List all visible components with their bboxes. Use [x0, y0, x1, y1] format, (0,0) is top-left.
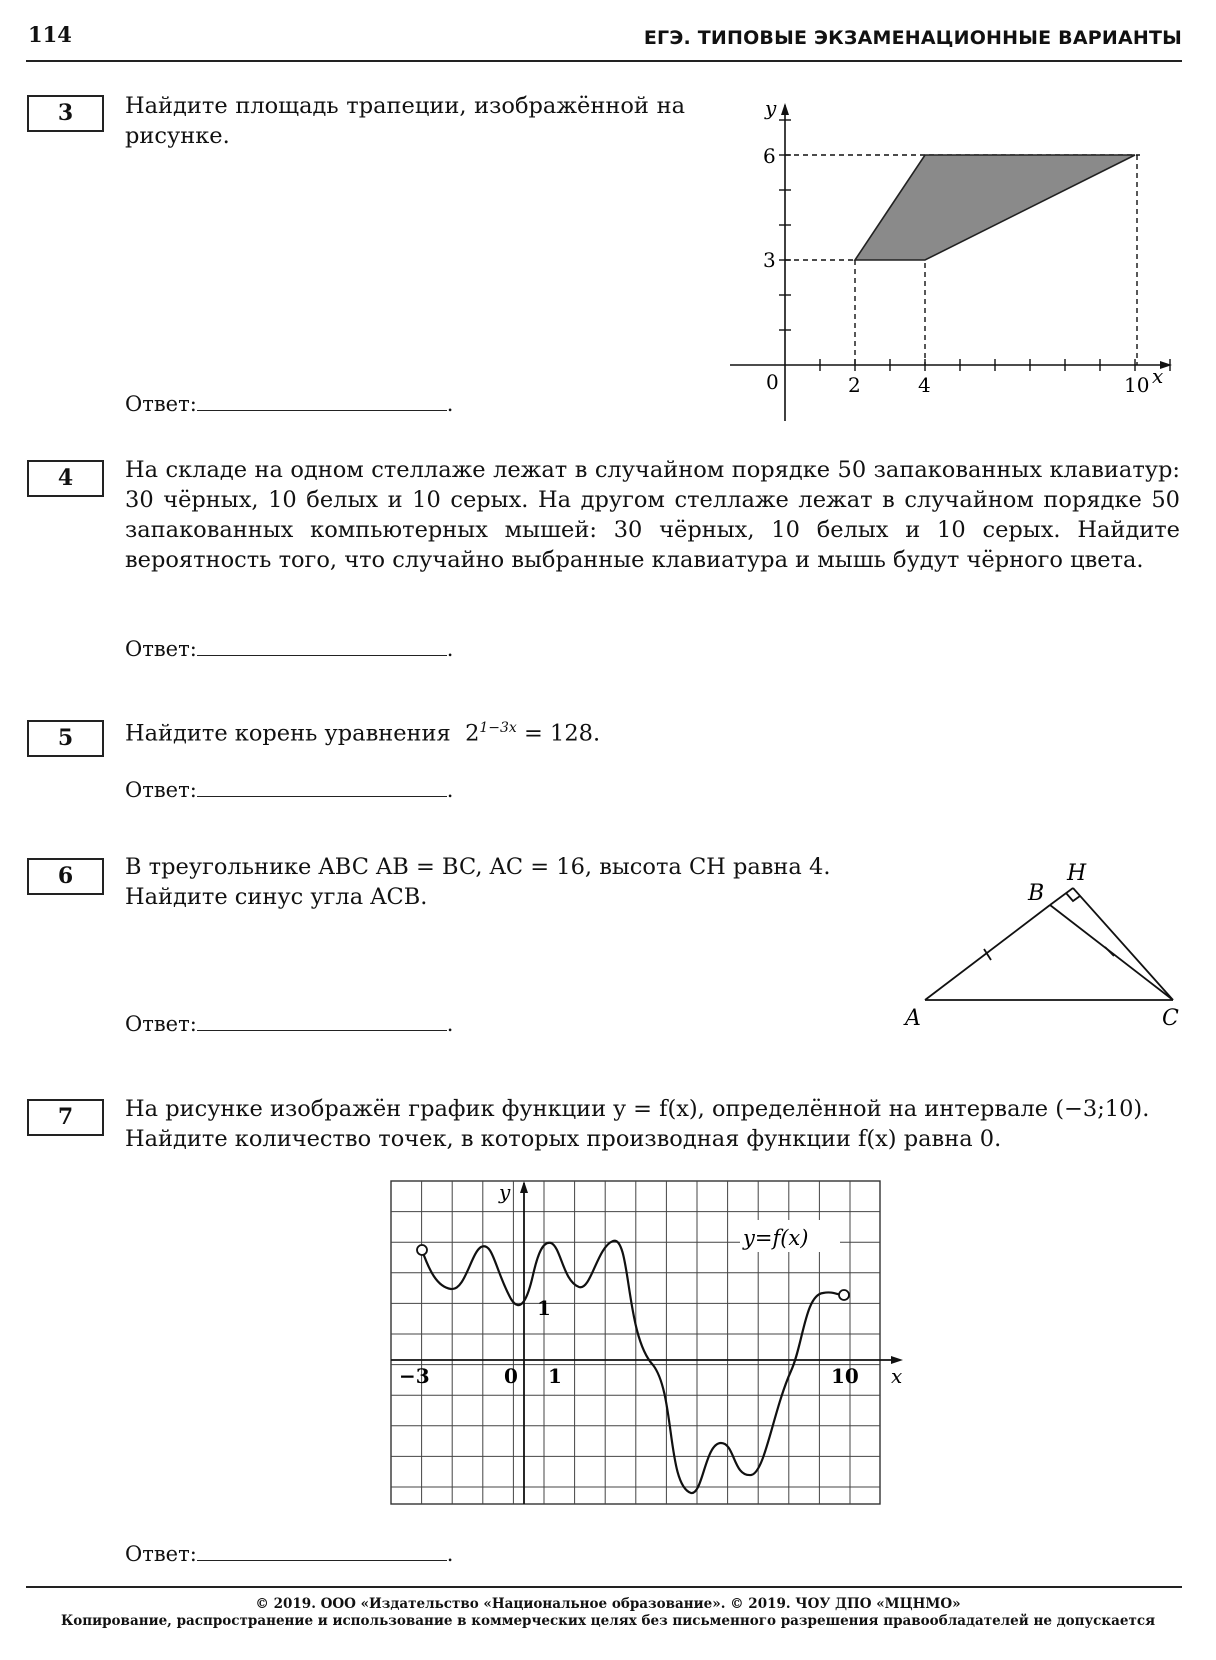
graph-x-label: x: [891, 1364, 903, 1388]
tick-bc: [1105, 947, 1114, 956]
task-number-5: 5: [27, 720, 104, 757]
vertex-b-label: B: [1028, 881, 1045, 906]
function-curve: [422, 1241, 844, 1493]
task-7-answer: Ответ: .: [125, 1542, 454, 1566]
footer-copyright: © 2019. ООО «Издательство «Национальное образование». © 2019. ЧОУ ДПО «МЦНМО» Копирование, распространение и использование в коммерческих целях без письменного разрешения правообладателей не допускается: [60, 1596, 1156, 1629]
task-6-text: В треугольнике ABC AB = BC, AC = 16, высота CH равна 4. Найдите синус угла ACB.: [125, 854, 831, 910]
equation-exponent: 1−3x: [479, 720, 517, 736]
task-6-answer: Ответ: .: [125, 1012, 454, 1036]
y-tick-3: 3: [763, 248, 776, 272]
side-ab: [925, 905, 1050, 1000]
task-7-text: На рисунке изображён график функции y = f(x), определённой на интервале (−3;10). Найдите количество точек, в которых производная функции f(x) равна 0.: [125, 1096, 1150, 1152]
y-axis-arrow: [781, 103, 789, 115]
vertex-a-label: A: [905, 1006, 921, 1031]
graph-y-unit-label: 1: [537, 1296, 551, 1320]
y-tick-6: 6: [763, 144, 776, 168]
page-header-title: ЕГЭ. ТИПОВЫЕ ЭКЗАМЕНАЦИОННЫЕ ВАРИАНТЫ: [643, 27, 1182, 49]
answer-label: Ответ:: [125, 1012, 197, 1036]
x-axis-label: x: [1152, 364, 1164, 388]
trapezoid-shape: [855, 155, 1135, 260]
vertex-h-label: H: [1067, 861, 1087, 886]
task-3-answer: Ответ: .: [125, 392, 454, 416]
answer-line[interactable]: [197, 1012, 447, 1031]
graph-y-label: y: [499, 1180, 511, 1204]
task-5-text: Найдите корень уравнения $2^{1-3x} = 128$.: [125, 720, 601, 747]
task-number-7: 7: [27, 1099, 104, 1136]
graph-origin-label: 0: [504, 1364, 518, 1388]
function-graph: [385, 1175, 915, 1510]
answer-label: Ответ:: [125, 392, 197, 416]
graph-tick-1: 1: [548, 1364, 562, 1388]
task-number-6: 6: [27, 858, 104, 895]
equation-rest: = 128.: [524, 720, 601, 747]
footer-divider: [26, 1586, 1182, 1588]
task-number-3: 3: [27, 95, 104, 132]
x-tick-2: 2: [848, 373, 861, 397]
answer-line[interactable]: [197, 1542, 447, 1561]
origin-label: 0: [766, 370, 779, 394]
trapezoid-figure: [720, 95, 1180, 425]
vertex-c-label: C: [1162, 1006, 1179, 1031]
answer-line[interactable]: [197, 637, 447, 656]
graph-y-axis-arrow: [520, 1181, 528, 1193]
triangle-figure: [895, 855, 1185, 1035]
equation-base: 2: [465, 720, 480, 747]
graph-tick-10: 10: [831, 1364, 859, 1388]
task-5-answer: Ответ: .: [125, 778, 454, 802]
open-endpoint-left: [417, 1245, 427, 1255]
graph-legend: y=f(x): [743, 1226, 809, 1250]
y-axis-label: y: [765, 96, 777, 120]
header-divider: [26, 60, 1182, 62]
graph-x-axis-arrow: [891, 1356, 903, 1364]
answer-line[interactable]: [197, 392, 447, 411]
task-3-text: Найдите площадь трапеции, изображённой на рисунке.: [125, 93, 685, 149]
x-tick-4: 4: [918, 373, 931, 397]
height-ch: [1073, 888, 1173, 1000]
task-number-4: 4: [27, 460, 104, 497]
page-number: 114: [28, 22, 72, 47]
answer-label: Ответ:: [125, 637, 197, 661]
graph-tick-minus3: −3: [399, 1364, 430, 1388]
x-tick-10: 10: [1124, 373, 1150, 397]
answer-label: Ответ:: [125, 1542, 197, 1566]
task-4-answer: Ответ: .: [125, 637, 454, 661]
answer-line[interactable]: [197, 778, 447, 797]
open-endpoint-right: [839, 1290, 849, 1300]
answer-label: Ответ:: [125, 778, 197, 802]
task-4-text: На складе на одном стеллаже лежат в случайном порядке 50 запакованных клавиатур: 30 чёрных, 10 белых и 10 серых. На другом стеллаже лежат в случайном порядке 50 запакованных компьютерных мышей: 30 чёрных, 10 белых и 10 серых. Найдите вероятность того, что случайно выбранные клавиатура и мышь будут чёрного цвета.: [125, 457, 1180, 573]
